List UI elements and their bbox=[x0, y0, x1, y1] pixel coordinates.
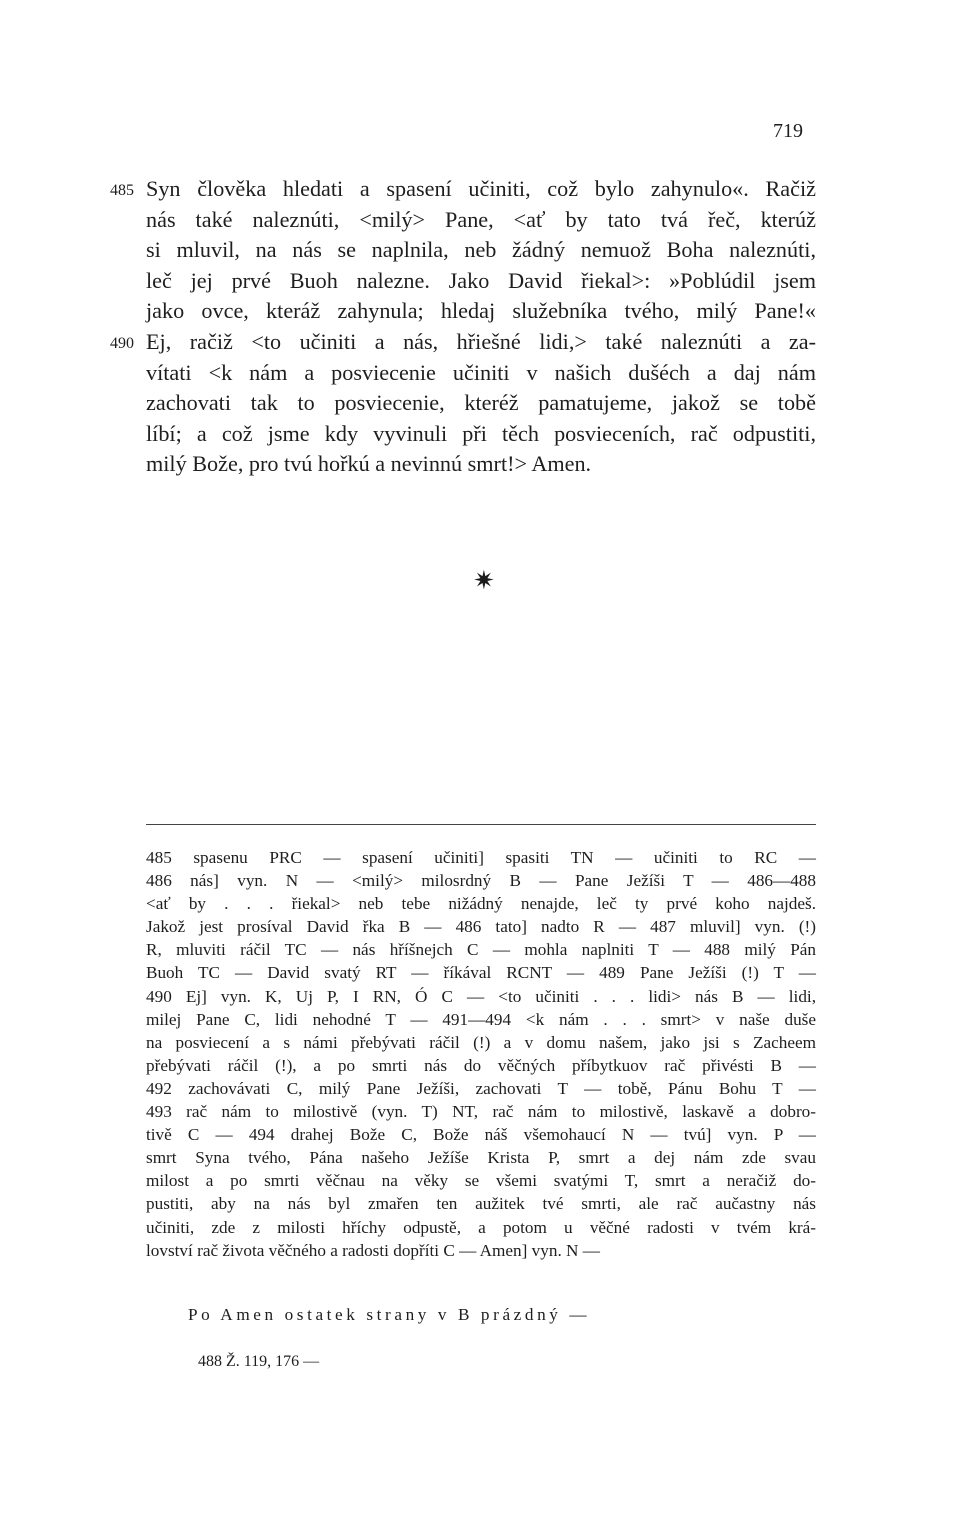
text-line bbox=[146, 205, 816, 236]
blank-page-note: Po Amen ostatek strany v B prázdný — bbox=[188, 1305, 591, 1324]
apparatus-line: milej Pane C, lidi nehodné T — 491—494 <k nám . . . smrt> v naše duše bbox=[146, 1009, 816, 1029]
text-line bbox=[146, 296, 816, 327]
apparatus-line: tivě C — 494 drahej Bože C, Bože náš všemohaucí N — tvú] vyn. P — bbox=[146, 1125, 816, 1145]
apparatus-line: 486 nás] vyn. N — <milý> milosrdný B — Pane Ježíši T — 486—488 bbox=[146, 871, 816, 891]
apparatus-line: 490 Ej] vyn. K, Uj P, I RN, Ó C — <to učiniti . . . lidi> nás B — lidi, bbox=[146, 986, 816, 1006]
apparatus-line: lovství rač života věčného a radosti dopříti C — Amen] vyn. N — bbox=[146, 1240, 600, 1260]
line-number: 485 bbox=[110, 182, 134, 199]
apparatus-line: <ať by . . . řiekal> neb tebe nižádný nenajde, leč ty prvé koho najdeš. bbox=[146, 894, 816, 914]
line-text: leč jej prvé Buoh nalezne. Jako David řiekal>: »Poblúdil jsem bbox=[146, 267, 816, 293]
apparatus-line: pustiti, aby na nás byl zmařen ten aužitek tvé smrti, ale rač aučastny nás bbox=[146, 1194, 816, 1214]
text-line bbox=[146, 266, 816, 297]
apparatus-line: Buoh TC — David svatý RT — říkával RCNT — 489 Pane Ježíši (!) T — bbox=[146, 963, 816, 983]
apparatus-line: 485 spasenu PRC — spasení učiniti] spasiti TN — učiniti to RC — bbox=[146, 848, 816, 867]
critical-apparatus bbox=[146, 846, 816, 1262]
biblical-reference-note: 488 Ž. 119, 176 — bbox=[198, 1353, 320, 1370]
text-line bbox=[146, 388, 816, 419]
apparatus-line: učiniti, zde z milosti hříchy odpustě, a potom u věčné radosti v tvém krá- bbox=[146, 1217, 816, 1237]
line-text: si mluvil, na nás se naplnila, neb žádný nemuož Boha naleznúti, bbox=[146, 237, 816, 263]
line-text: nás také naleznúti, <milý> Pane, <ať by tato tvá řeč, kterúž bbox=[146, 206, 816, 232]
text-line bbox=[110, 327, 816, 358]
apparatus-line: 493 rač nám to milostivě (vyn. T) NT, rač nám to milostivě, laskavě a dobro- bbox=[146, 1102, 816, 1122]
text-line bbox=[146, 419, 816, 450]
line-text: vítati <k nám a posviecenie učiniti v našich dušéch a daj nám bbox=[146, 359, 816, 385]
text-line bbox=[110, 174, 816, 205]
footnote-rule bbox=[146, 824, 816, 825]
section-separator-star-icon: ✷ bbox=[473, 566, 495, 595]
apparatus-line: milost a po smrti věčnau na věky se všemi svatými T, smrt a neračiž do- bbox=[146, 1171, 816, 1191]
apparatus-line: přebývati ráčil (!), a po smrti nás do věčných příbytkuov rač přivésti B — bbox=[146, 1055, 816, 1075]
apparatus-line: R, mluviti ráčil TC — nás hříšnejch C — mohla naplniti T — 488 milý Pán bbox=[146, 940, 816, 960]
line-text: líbí; a což jsme kdy vyvinuli při těch posvieceních, rač odpustiti, bbox=[146, 420, 816, 446]
apparatus-line: na posviecení a s námi přebývati ráčil (!) a v domu našem, jako jsi s Zacheem bbox=[146, 1032, 816, 1052]
apparatus-line: 492 zachovávati C, milý Pane Ježíši, zachovati T — tobě, Pánu Bohu T — bbox=[146, 1078, 816, 1098]
apparatus-line: smrt Syna tvého, Pána našeho Ježíše Krista P, smrt a dej nám zde svau bbox=[146, 1148, 816, 1168]
line-text: milý Bože, pro tvú hořkú a nevinnú smrt!> Amen. bbox=[146, 451, 592, 477]
line-text: jako ovce, kteráž zahynula; hledaj služebníka tvého, milý Pane!« bbox=[146, 298, 816, 324]
text-line bbox=[146, 235, 816, 266]
line-number: 490 bbox=[110, 334, 134, 352]
apparatus-line: Jakož jest prosíval David řka B — 486 tato] nadto R — 487 mluvil] vyn. (!) bbox=[146, 917, 816, 937]
page-number: 719 bbox=[773, 120, 803, 142]
main-text bbox=[110, 174, 816, 480]
line-text: Ej, račiž <to učiniti a nás, hřiešné lidi,> také naleznúti a za- bbox=[146, 328, 816, 354]
line-text: Syn člověka hledati a spasení učiniti, což bylo zahynulo«. Račiž bbox=[146, 176, 816, 201]
text-line bbox=[146, 358, 816, 389]
line-text: zachovati tak to posviecenie, kteréž pamatujeme, jakož se tobě bbox=[146, 390, 816, 416]
text-line bbox=[146, 449, 816, 480]
